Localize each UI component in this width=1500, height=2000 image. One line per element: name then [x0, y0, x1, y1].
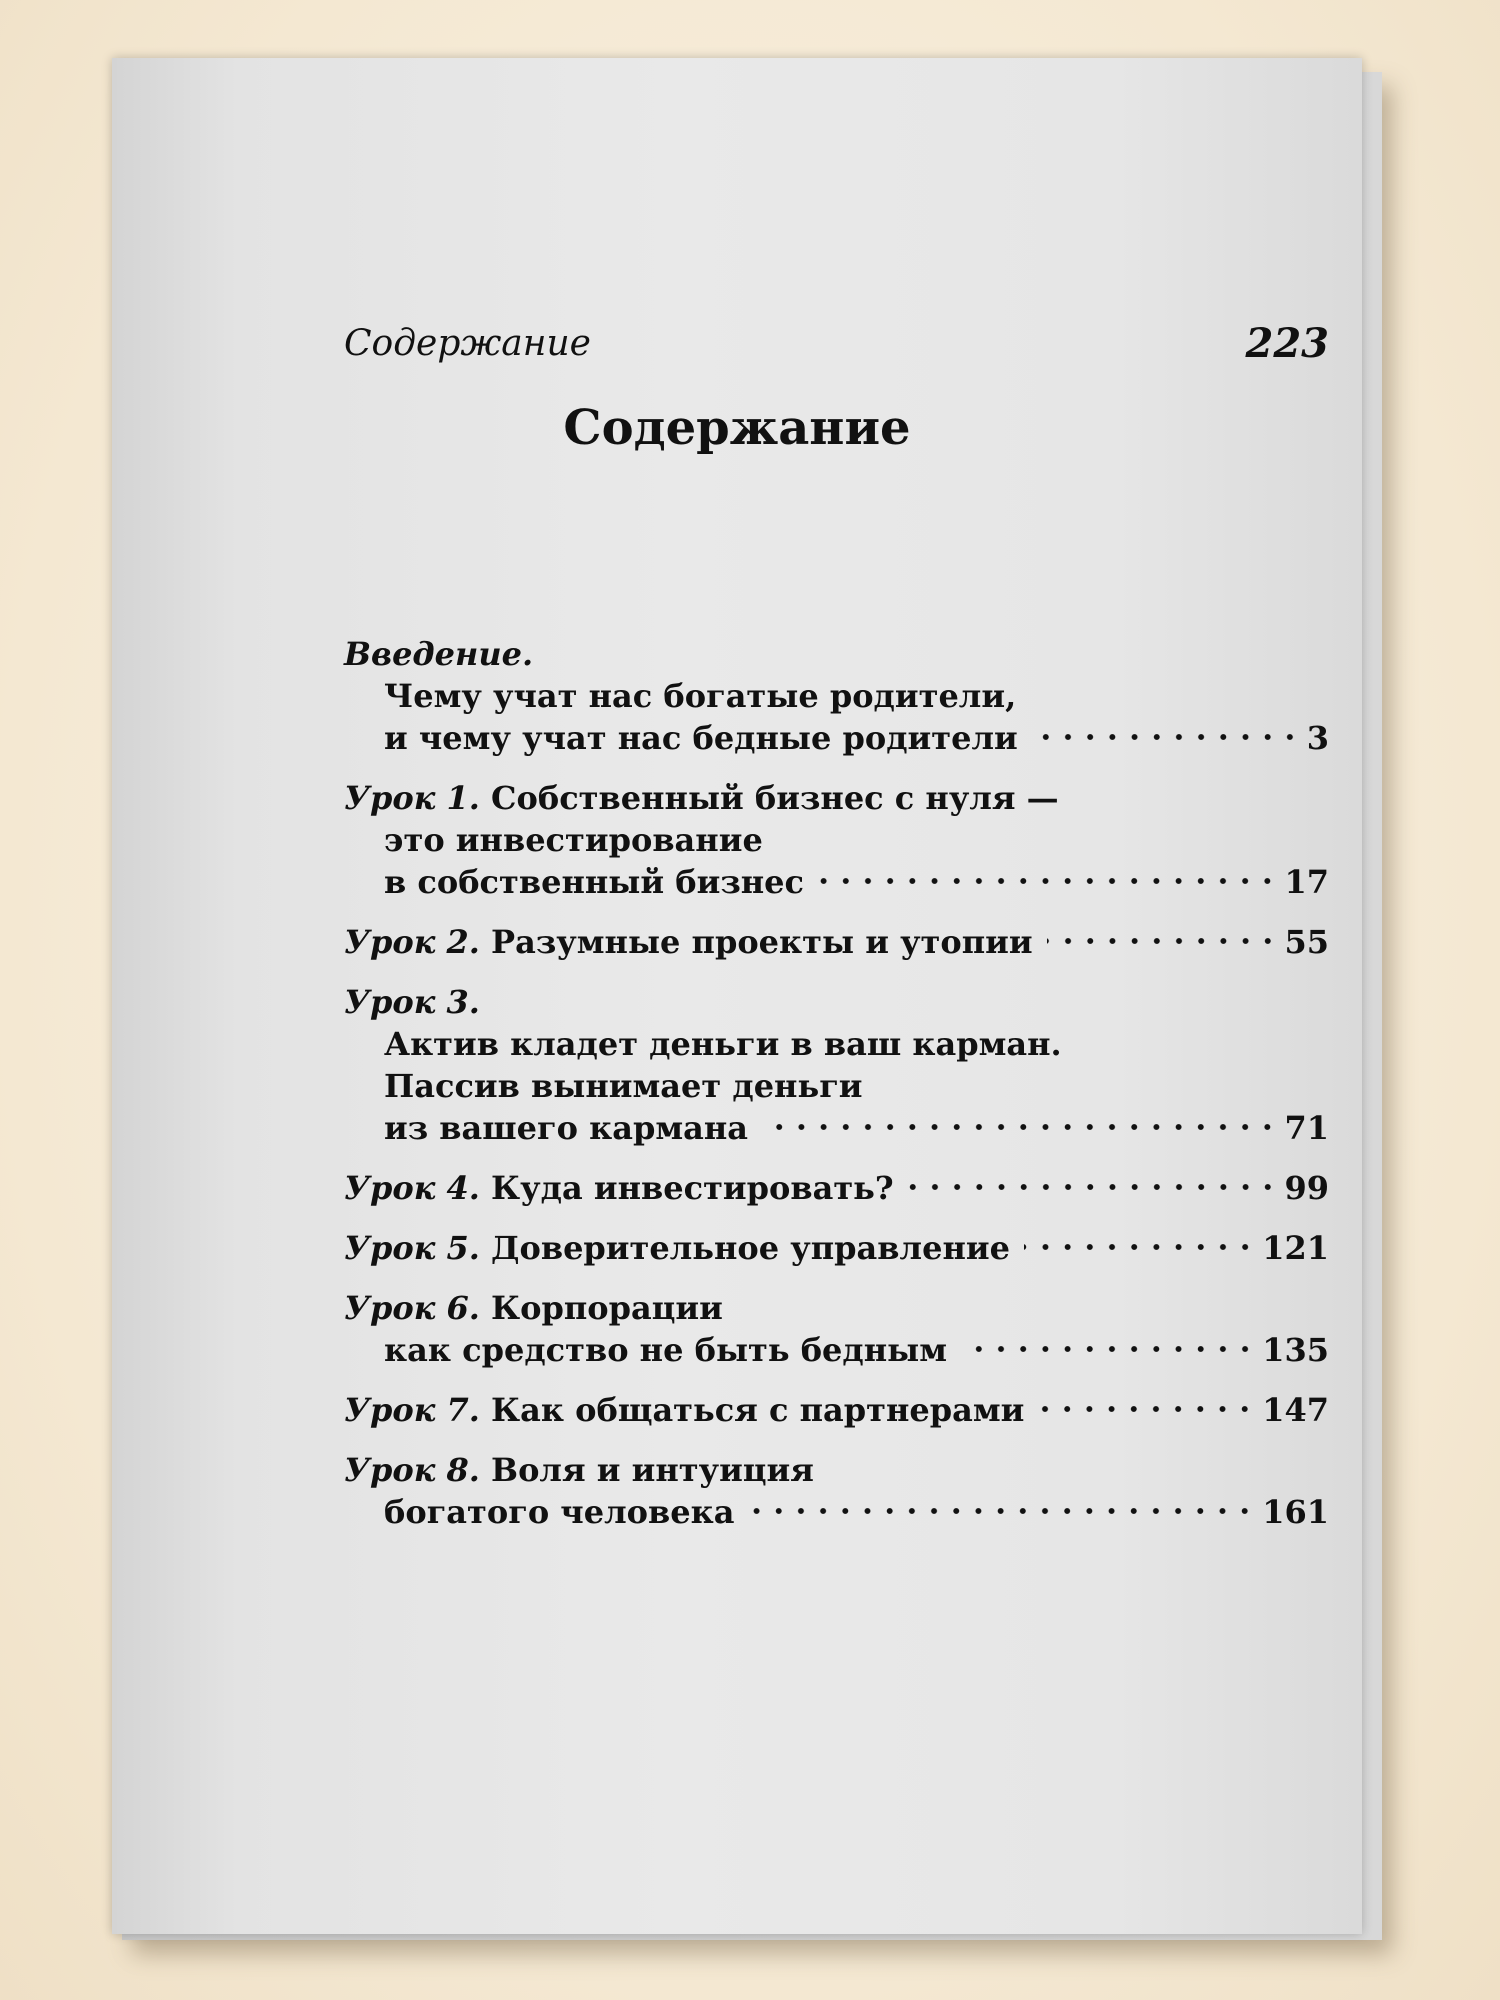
- toc-line: [344, 981, 1329, 1023]
- entry-title-text: из вашего кармана: [384, 1109, 749, 1147]
- entry-label: Введение.: [344, 635, 534, 673]
- entry-label: Урок 5.: [344, 1229, 480, 1267]
- entry-label: Урок 4.: [344, 1169, 480, 1207]
- toc-entry-lesson-3: [344, 981, 1329, 1149]
- toc-line: [344, 1227, 1329, 1269]
- entry-title-text: в собственный бизнес: [384, 863, 805, 901]
- entry-label: Урок 6.: [344, 1289, 480, 1327]
- toc-line: [344, 777, 1329, 819]
- entry-title-text: богатого человека: [384, 1493, 735, 1531]
- toc-line: Актив кладет деньги в ваш карман.: [384, 1025, 1062, 1063]
- entry-page-number: 55: [1284, 923, 1329, 961]
- toc-line: [344, 1449, 1329, 1491]
- dot-leader: [1032, 725, 1301, 749]
- toc-line: [344, 633, 1329, 675]
- dot-leader: [1038, 1397, 1256, 1421]
- toc-line: [344, 1287, 1329, 1329]
- entry-title-text: и чему учат нас бедные родители: [384, 719, 1018, 757]
- toc-entry-lesson-7: [344, 1389, 1329, 1431]
- entry-title-text: Доверительное управление: [491, 1229, 1010, 1267]
- entry-label: Урок 8.: [344, 1451, 480, 1489]
- toc-entry-lesson-4: [344, 1167, 1329, 1209]
- toc-title: Содержание: [563, 400, 911, 456]
- toc-entry-lesson-5: [344, 1227, 1329, 1269]
- entry-title-text: Собственный бизнес с нуля —: [491, 779, 1059, 817]
- entry-page-number: 147: [1262, 1391, 1329, 1429]
- toc-line: [344, 1107, 1329, 1149]
- dot-leader: [1047, 929, 1279, 953]
- entry-label: Урок 1.: [344, 779, 480, 817]
- entry-title-text: Разумные проекты и утопии: [491, 923, 1033, 961]
- dot-leader: [762, 1115, 1278, 1139]
- entry-page-number: 135: [1262, 1331, 1329, 1369]
- toc-entry-lesson-8: [344, 1449, 1329, 1533]
- entry-page-number: 71: [1284, 1109, 1329, 1147]
- entry-title-text: Воля и интуиция: [491, 1451, 814, 1489]
- toc-line: [344, 861, 1329, 903]
- entry-page-number: 17: [1284, 863, 1329, 901]
- toc-entry-lesson-2: [344, 921, 1329, 963]
- entry-page-number: 99: [1284, 1169, 1329, 1207]
- entry-label: Урок 7.: [344, 1391, 480, 1429]
- entry-label: Урок 3.: [344, 983, 480, 1021]
- book-page: [112, 58, 1362, 1934]
- dot-leader: [1024, 1235, 1256, 1259]
- toc-line: [344, 1329, 1329, 1371]
- toc-line: это инвестирование: [384, 821, 763, 859]
- toc-line: Чему учат нас богатые родители,: [384, 677, 1017, 715]
- page-number: 223: [1245, 320, 1329, 367]
- toc-line: Пассив вынимает деньги: [384, 1067, 863, 1105]
- dot-leader: [818, 869, 1278, 893]
- dot-leader: [748, 1499, 1256, 1523]
- toc-entry-lesson-6: [344, 1287, 1329, 1371]
- toc-line: [344, 921, 1329, 963]
- dot-leader: [961, 1337, 1256, 1361]
- entry-page-number: 161: [1262, 1493, 1329, 1531]
- toc-line: [344, 1491, 1329, 1533]
- entry-label: Урок 2.: [344, 923, 480, 961]
- dot-leader: [908, 1175, 1279, 1199]
- entry-title-text: Как общаться с партнерами: [491, 1391, 1025, 1429]
- entry-page-number: 121: [1262, 1229, 1329, 1267]
- running-head: Содержание: [344, 323, 591, 364]
- toc-entry-introduction: [344, 633, 1329, 759]
- toc-entry-lesson-1: [344, 777, 1329, 903]
- entry-title-text: Куда инвестировать?: [491, 1169, 894, 1207]
- entry-title-text: Корпорации: [491, 1289, 723, 1327]
- toc-line: [344, 1389, 1329, 1431]
- table-of-contents: [344, 633, 1329, 1551]
- toc-line: [344, 1167, 1329, 1209]
- toc-line: [344, 717, 1329, 759]
- entry-title-text: как средство не быть бедным: [384, 1331, 948, 1369]
- entry-page-number: 3: [1306, 719, 1329, 757]
